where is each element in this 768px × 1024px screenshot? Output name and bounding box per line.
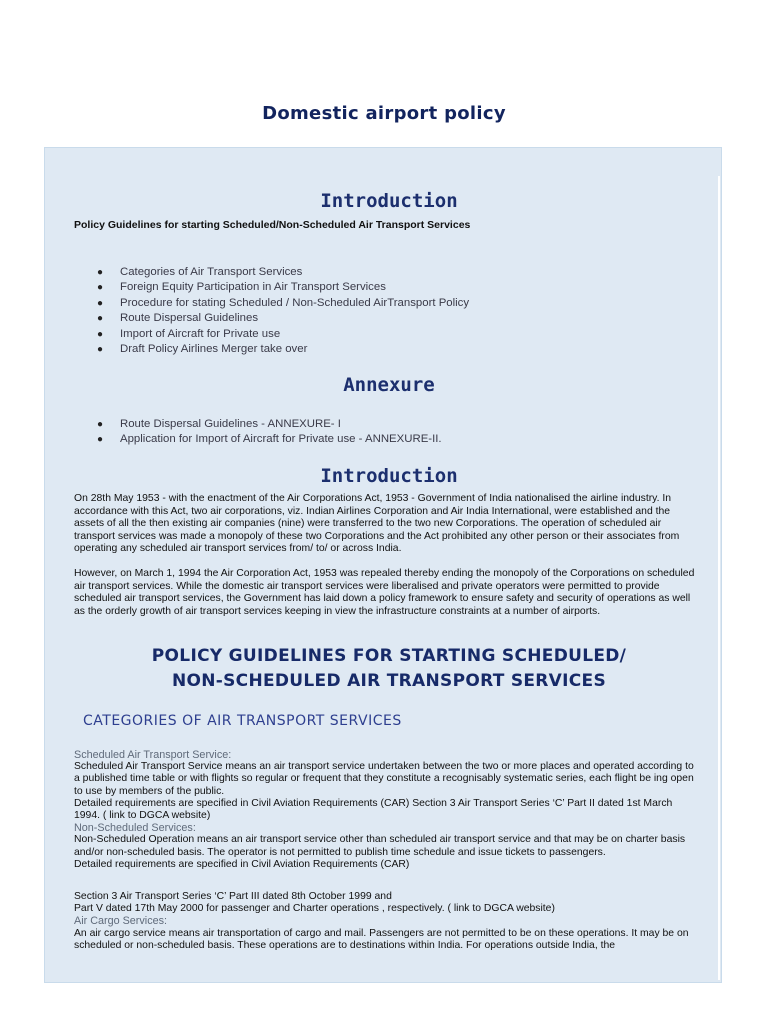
list-item[interactable]: ● Route Dispersal Guidelines bbox=[74, 311, 469, 326]
bullet-icon: ● bbox=[97, 328, 104, 340]
intro-subtitle: Policy Guidelines for starting Scheduled/Non-Scheduled Air Transport Services bbox=[74, 219, 471, 231]
scheduled-label: Scheduled Air Transport Service: bbox=[74, 749, 232, 761]
panel-divider bbox=[718, 176, 720, 980]
content-panel bbox=[44, 147, 722, 983]
section-line-2: Part V dated 17th May 2000 for passenger and Charter operations , respectively. ( link to DGCA website) bbox=[74, 903, 555, 915]
list-item[interactable]: ● Import of Aircraft for Private use bbox=[74, 327, 469, 342]
nonscheduled-text: Non-Scheduled Operation means an air transport service other than scheduled air transport service and that may be on charter basis and/or non-scheduled basis. The operator is not permitted to publish time schedule and issue tickets to passengers. bbox=[74, 834, 686, 858]
categories-heading: CATEGORIES OF AIR TRANSPORT SERVICES bbox=[83, 713, 402, 729]
intro-paragraph-1: On 28th May 1953 - with the enactment of the Air Corporations Act, 1953 - Government of India nationalised the airline industry. In accordance with this Act, two air corporations, viz. Indian Airlines Corporation and Air India International, were established and the assets of all the then existing air companies (nine) were transferred to the two new Corporations. The operation of scheduled air transport services was made a monopoly of these two Corporations and the Act prohibited any other person or their associates from operating any scheduled air transport services from/ to/ or across India. bbox=[74, 493, 680, 555]
introduction-heading: Introduction bbox=[320, 190, 458, 212]
list-item[interactable]: ● Application for Import of Aircraft for Private use - ANNEXURE-II. bbox=[74, 432, 442, 447]
bullet-icon: ● bbox=[97, 267, 104, 278]
list-item[interactable]: ● Categories of Air Transport Services bbox=[74, 265, 469, 280]
policy-heading: POLICY GUIDELINES FOR STARTING SCHEDULED/ NON-SCHEDULED AIR TRANSPORT SERVICES bbox=[151, 646, 627, 691]
bullet-icon: ● bbox=[97, 313, 104, 325]
scheduled-section bbox=[74, 749, 699, 871]
section-line-1: Section 3 Air Transport Series ‘C’ Part III dated 8th October 1999 and bbox=[74, 891, 392, 902]
page-title: Domestic airport policy bbox=[262, 103, 506, 124]
cargo-label: Air Cargo Services: bbox=[74, 915, 168, 928]
introduction-heading-2: Introduction bbox=[320, 465, 458, 487]
annexure-heading: Annexure bbox=[343, 374, 435, 396]
bullet-icon: ● bbox=[97, 419, 104, 430]
list-item[interactable]: ● Foreign Equity Participation in Air Transport Services bbox=[74, 280, 469, 295]
bullet-icon: ● bbox=[97, 344, 104, 356]
intro-paragraph-2: However, on March 1, 1994 the Air Corporation Act, 1953 was repealed thereby ending the monopoly of the Corporations on scheduled air transport services. While the domestic air transport services were liberalised and private operators were permitted to provide scheduled air transport services, the Government has laid down a policy framework to ensure safety and security of operations as well as the orderly growth of air transport services keeping in view the infrastructure constraints at a number of airports. bbox=[74, 568, 695, 617]
bullet-icon: ● bbox=[97, 434, 104, 446]
contents-list bbox=[74, 265, 469, 357]
bullet-icon: ● bbox=[97, 282, 104, 294]
list-item[interactable]: ● Procedure for stating Scheduled / Non-Scheduled AirTransport Policy bbox=[74, 296, 469, 311]
list-item[interactable]: ● Route Dispersal Guidelines - ANNEXURE- I bbox=[74, 417, 442, 432]
nonscheduled-label: Non-Scheduled Services: bbox=[74, 822, 196, 835]
nonscheduled-requirements: Detailed requirements are specified in Civil Aviation Requirements (CAR) bbox=[74, 858, 410, 870]
scheduled-requirements: Detailed requirements are specified in Civil Aviation Requirements (CAR) Section 3 Air Transport Series ‘C’ Part II dated 1st March 1994. ( link to DGCA website) bbox=[74, 797, 673, 822]
cargo-section bbox=[74, 891, 699, 952]
annexure-list bbox=[74, 417, 442, 448]
bullet-icon: ● bbox=[97, 297, 104, 309]
list-item[interactable]: ● Draft Policy Airlines Merger take over bbox=[74, 342, 469, 357]
cargo-text: An air cargo service means air transportation of cargo and mail. Passengers are not permitted to be on these operations. It may be on scheduled or non-scheduled basis. These operations are to destinations within India. For operations outside India, the bbox=[74, 927, 689, 951]
scheduled-text: Scheduled Air Transport Service means an air transport service undertaken between the two or more places and operated according to a published time table or with flights so regular or frequent that they constitute a recognisably systematic series, each flight be ing open to use by members of the public. bbox=[74, 761, 694, 797]
